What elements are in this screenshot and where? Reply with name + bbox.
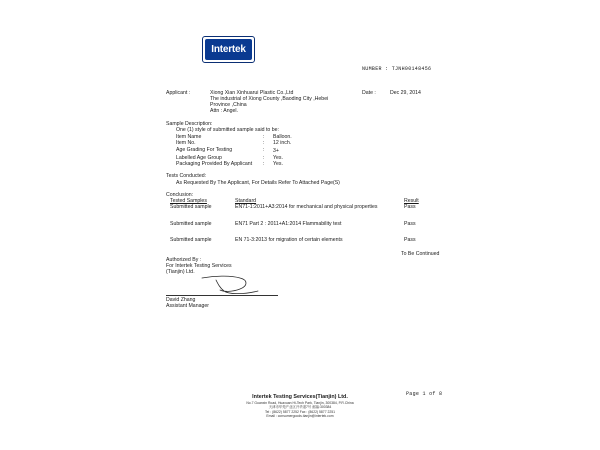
signature-line — [166, 295, 278, 296]
sample-row-value: 3+ — [273, 148, 279, 154]
footer-email: Email : consumergoods.tianjin@intertek.com — [266, 413, 334, 418]
applicant-line: Xiong Xian Xinhuarui Plastic Co.,Ltd — [210, 90, 294, 96]
footer-company: Intertek Testing Services(Tianjin) Ltd. — [252, 394, 348, 400]
conclusion-result: Pass — [404, 204, 416, 210]
sample-row-sep: : — [263, 155, 265, 161]
sample-row-label: Item Name — [176, 134, 202, 140]
date-value: Dec 29, 2014 — [390, 90, 421, 96]
intertek-logo — [202, 36, 255, 63]
applicant-line: Province ,China — [210, 102, 247, 108]
conclusion-heading: Conclusion: — [166, 192, 194, 198]
applicant-label: Applicant : — [166, 90, 191, 96]
authorized-heading: Authorized By : — [166, 257, 202, 263]
sample-row-label: Age Grading For Testing — [176, 147, 233, 153]
sample-row-sep: : — [263, 134, 265, 140]
sample-row-sep: : — [263, 147, 265, 153]
logo-text: Intertek — [205, 39, 252, 60]
conclusion-result: Pass — [404, 221, 416, 227]
footer-phone: Tel : (8622) 5877 2252 Fax : (8622) 5877 2251 — [264, 409, 336, 414]
sample-row-label: Packaging Provided By Applicant — [176, 161, 253, 167]
sample-row-value: 12 inch. — [273, 140, 292, 146]
footer-address: No.7 Guanxin Road, Huaxuan Hi-Tech Park, Tianjin, 300384, P.R.China — [246, 401, 354, 405]
tests-heading: Tests Conducted: — [166, 173, 207, 179]
col-header-result: Result — [404, 198, 419, 204]
sample-row-label: Labelled Age Group — [176, 155, 222, 161]
conclusion-result: Pass — [404, 237, 416, 243]
signer-title: Assistant Manager — [166, 303, 209, 309]
conclusion-standard: EN71-1:2011+A3:2014 for mechanical and physical properties — [235, 204, 378, 210]
col-header-standard: Standard — [235, 198, 257, 204]
authorized-company-2: (Tianjin) Ltd. — [166, 269, 195, 275]
conclusion-sample: Submitted sample — [170, 221, 212, 227]
sample-intro: One (1) style of submitted sample said to be: — [176, 127, 279, 133]
conclusion-sample: Submitted sample — [170, 204, 212, 210]
sample-row-label: Item No. — [176, 140, 196, 146]
footer-address-local: 天津市华苑产业区开华道7号 邮编:300384 — [268, 405, 332, 410]
sample-heading: Sample Description: — [166, 121, 213, 127]
sample-row-value: Yes. — [273, 155, 283, 161]
page-number: Page 1 of 8 — [406, 391, 443, 397]
conclusion-standard: EN71 Part 2 : 2011+A1:2014 Flammability test — [235, 221, 342, 227]
applicant-line: Attn : Angel. — [210, 108, 238, 114]
sample-row-sep: : — [263, 140, 265, 146]
tests-text: As Requested By The Applicant, For Details Refer To Attached Page(S) — [176, 180, 340, 186]
date-label: Date : — [362, 90, 376, 96]
footer — [150, 394, 450, 418]
sample-row-value: Yes. — [273, 161, 283, 167]
col-header-samples: Tested Samples — [170, 198, 207, 204]
sample-row-value: Balloon. — [273, 134, 292, 140]
to-be-continued: To Be Continued — [401, 251, 440, 257]
applicant-line: The industrial of Xiong County ,Baoding City ,Hebei — [210, 96, 329, 102]
sample-row-sep: : — [263, 161, 265, 167]
conclusion-standard: EN 71-3:2013 for migration of certain elements — [235, 237, 343, 243]
authorized-company: For Intertek Testing Services — [166, 263, 232, 269]
report-number: NUMBER : TJNH00148456 — [362, 66, 432, 72]
conclusion-sample: Submitted sample — [170, 237, 212, 243]
signer-name: David Zhang — [166, 297, 196, 303]
